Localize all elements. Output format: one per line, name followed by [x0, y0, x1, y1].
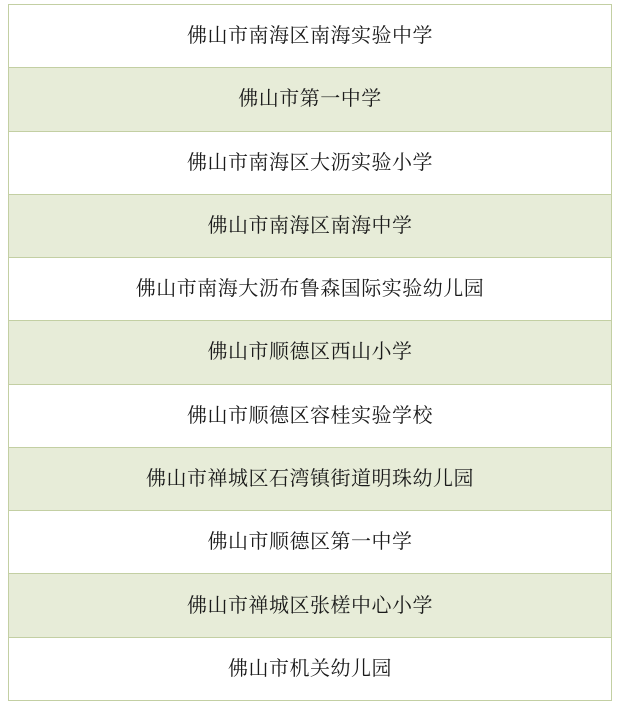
table-row — [9, 5, 612, 68]
table-row — [9, 511, 612, 574]
school-list-table — [8, 4, 612, 701]
school-name-cell: 佛山市南海区大沥实验小学 — [9, 131, 612, 194]
school-name-cell: 佛山市南海区南海实验中学 — [9, 5, 612, 68]
table-row — [9, 574, 612, 637]
school-name-cell: 佛山市南海区南海中学 — [9, 194, 612, 257]
table-row — [9, 447, 612, 510]
table-row — [9, 258, 612, 321]
school-name-cell: 佛山市南海大沥布鲁森国际实验幼儿园 — [9, 258, 612, 321]
school-name-cell: 佛山市禅城区张槎中心小学 — [9, 574, 612, 637]
school-name-cell: 佛山市禅城区石湾镇街道明珠幼儿园 — [9, 447, 612, 510]
table-row — [9, 637, 612, 700]
school-name-cell: 佛山市机关幼儿园 — [9, 637, 612, 700]
table-row — [9, 131, 612, 194]
table-row — [9, 68, 612, 131]
table-row — [9, 321, 612, 384]
school-name-cell: 佛山市第一中学 — [9, 68, 612, 131]
school-list-body — [9, 5, 612, 701]
table-row — [9, 194, 612, 257]
school-name-cell: 佛山市顺德区容桂实验学校 — [9, 384, 612, 447]
school-name-cell: 佛山市顺德区西山小学 — [9, 321, 612, 384]
school-name-cell: 佛山市顺德区第一中学 — [9, 511, 612, 574]
table-row — [9, 384, 612, 447]
